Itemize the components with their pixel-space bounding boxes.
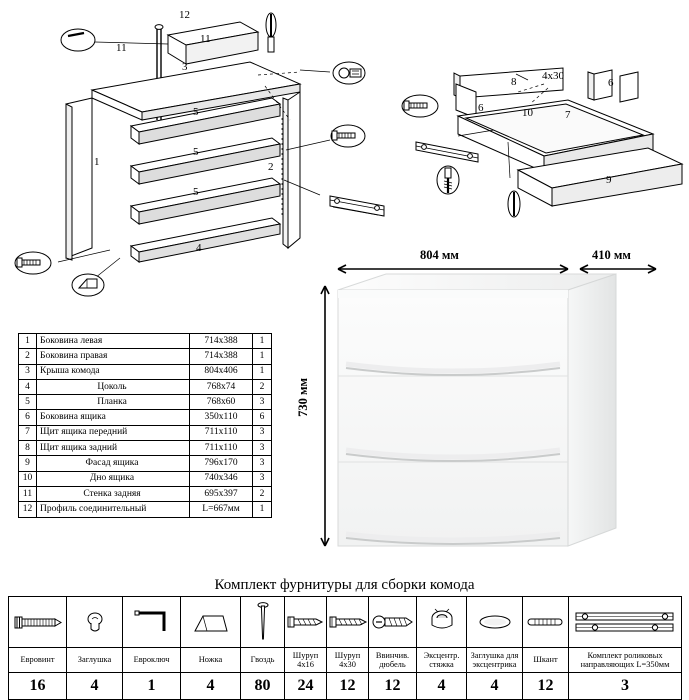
part-qty: 3: [253, 441, 272, 456]
hardware-count: 1: [123, 673, 181, 700]
table-row: [19, 456, 272, 471]
part-number: 3: [19, 364, 37, 379]
chest-render: [316, 250, 676, 570]
screw-4x16-icon: [285, 597, 326, 647]
hardware-name: Шуруп 4х30: [327, 648, 369, 673]
part-number: 12: [19, 502, 37, 517]
hardware-icon-cell: [369, 597, 417, 648]
dimension-height-label: 730 мм: [296, 378, 310, 417]
assembly-diagram-drawer: [398, 38, 689, 228]
hardware-names-row: [9, 648, 682, 673]
hardware-count: 3: [569, 673, 682, 700]
hardware-name: Шуруп 4х16: [285, 648, 327, 673]
part-qty: 1: [253, 502, 272, 517]
hardware-count: 4: [181, 673, 241, 700]
part-size: 768х74: [190, 379, 253, 394]
part-size: 714х388: [190, 334, 253, 349]
hardware-icon-cell: [417, 597, 467, 648]
hardware-count: 4: [67, 673, 123, 700]
svg-text:6: 6: [478, 102, 484, 114]
cam-lock-icon: [417, 597, 466, 647]
part-qty: 6: [253, 410, 272, 425]
part-size: 695х397: [190, 486, 253, 501]
part-size: L=667мм: [190, 502, 253, 517]
hardware-name: Шкант: [523, 648, 569, 673]
table-row: [19, 441, 272, 456]
hardware-icon-cell: [241, 597, 285, 648]
part-qty: 2: [253, 486, 272, 501]
svg-text:4: 4: [196, 242, 202, 254]
dowel-icon: [523, 597, 568, 647]
hardware-icon-cell: [467, 597, 523, 648]
hardware-count: 12: [523, 673, 569, 700]
part-name: Планка: [37, 395, 190, 410]
part-size: 711х110: [190, 425, 253, 440]
part-qty: 3: [253, 471, 272, 486]
table-row: [19, 410, 272, 425]
part-size: 804х406: [190, 364, 253, 379]
part-number: 10: [19, 471, 37, 486]
hardware-icon-cell: [569, 597, 682, 648]
parts-table: [18, 333, 272, 518]
part-number: 5: [19, 395, 37, 410]
svg-text:11: 11: [116, 42, 127, 54]
part-qty: 3: [253, 425, 272, 440]
part-name: Крыша комода: [37, 364, 190, 379]
part-name: Щит ящика задний: [37, 441, 190, 456]
slide-rail-icon: [569, 597, 681, 647]
hardware-icon-cell: [523, 597, 569, 648]
hardware-count: 80: [241, 673, 285, 700]
dimension-depth-label: 410 мм: [592, 248, 631, 262]
hardware-count: 4: [467, 673, 523, 700]
hardware-counts-row: [9, 673, 682, 700]
svg-text:5: 5: [193, 186, 199, 198]
part-qty: 3: [253, 395, 272, 410]
parts-table-body: [19, 334, 272, 518]
svg-text:5: 5: [193, 106, 199, 118]
part-size: 768х60: [190, 395, 253, 410]
table-row: [19, 364, 272, 379]
part-number: 8: [19, 441, 37, 456]
part-size: 711х110: [190, 441, 253, 456]
hardware-icon-cell: [327, 597, 369, 648]
part-number: 2: [19, 349, 37, 364]
svg-text:7: 7: [565, 109, 571, 121]
part-size: 796х170: [190, 456, 253, 471]
table-row: [19, 502, 272, 517]
table-row: [19, 349, 272, 364]
part-name: Боковина левая: [37, 334, 190, 349]
hardware-name: Эксцентр. стяжка: [417, 648, 467, 673]
hardware-icon-cell: [9, 597, 67, 648]
part-qty: 2: [253, 379, 272, 394]
hardware-count: 24: [285, 673, 327, 700]
hardware-icon-cell: [181, 597, 241, 648]
part-name: Профиль соединительный: [37, 502, 190, 517]
nail-icon: [241, 597, 284, 647]
hardware-name: Заглушка: [67, 648, 123, 673]
part-number: 6: [19, 410, 37, 425]
hardware-count: 12: [369, 673, 417, 700]
screw-4x30-icon: [327, 597, 368, 647]
hardware-name: Ножка: [181, 648, 241, 673]
part-qty: 1: [253, 349, 272, 364]
hardware-kit-title: Комплект фурнитуры для сборки комода: [214, 577, 475, 593]
part-name: Фасад ящика: [37, 456, 190, 471]
hardware-icon-cell: [67, 597, 123, 648]
svg-text:12: 12: [179, 9, 190, 21]
part-number: 1: [19, 334, 37, 349]
table-row: [19, 471, 272, 486]
table-row: [19, 486, 272, 501]
allen-key-icon: [123, 597, 180, 647]
part-name: Дно ящика: [37, 471, 190, 486]
dowel-screw-icon: [369, 597, 416, 647]
hardware-name: Заглушка для эксцентрика: [467, 648, 523, 673]
cam-cap-icon: [467, 597, 522, 647]
svg-text:8: 8: [511, 76, 517, 88]
eurobolt-icon: [9, 597, 66, 647]
svg-text:4x30: 4x30: [542, 70, 564, 82]
part-number: 11: [19, 486, 37, 501]
table-row: [19, 425, 272, 440]
hardware-count: 4: [417, 673, 467, 700]
hardware-name: Ввинчив. дюбель: [369, 648, 417, 673]
svg-text:6: 6: [608, 77, 614, 89]
svg-text:10: 10: [522, 107, 533, 119]
part-qty: 1: [253, 334, 272, 349]
part-size: 350х110: [190, 410, 253, 425]
hardware-icon-cell: [123, 597, 181, 648]
table-row: [19, 379, 272, 394]
part-qty: 3: [253, 456, 272, 471]
part-size: 714х388: [190, 349, 253, 364]
hardware-name: Гвоздь: [241, 648, 285, 673]
part-name: Цоколь: [37, 379, 190, 394]
hardware-table: [8, 596, 682, 700]
svg-text:3: 3: [182, 61, 188, 73]
hardware-name: Евровинт: [9, 648, 67, 673]
part-qty: 1: [253, 364, 272, 379]
svg-text:9: 9: [606, 174, 612, 186]
part-number: 9: [19, 456, 37, 471]
table-row: [19, 395, 272, 410]
svg-text:1: 1: [94, 156, 100, 168]
part-name: Боковина ящика: [37, 410, 190, 425]
part-size: 740х346: [190, 471, 253, 486]
dimension-width-label: 804 мм: [420, 248, 459, 262]
svg-text:2: 2: [268, 161, 274, 173]
part-number: 4: [19, 379, 37, 394]
foot-icon: [181, 597, 240, 647]
part-name: Боковина правая: [37, 349, 190, 364]
hardware-icons-row: [9, 597, 682, 648]
svg-text:11: 11: [200, 33, 211, 45]
part-name: Стенка задняя: [37, 486, 190, 501]
hardware-name: Евроключ: [123, 648, 181, 673]
part-number: 7: [19, 425, 37, 440]
hardware-icon-cell: [285, 597, 327, 648]
hardware-count: 12: [327, 673, 369, 700]
table-row: [19, 334, 272, 349]
cap-icon: [67, 597, 122, 647]
hardware-name: Комплект роликовых направляющих L=350мм: [569, 648, 682, 673]
hardware-count: 16: [9, 673, 67, 700]
part-name: Щит ящика передний: [37, 425, 190, 440]
svg-text:5: 5: [193, 146, 199, 158]
